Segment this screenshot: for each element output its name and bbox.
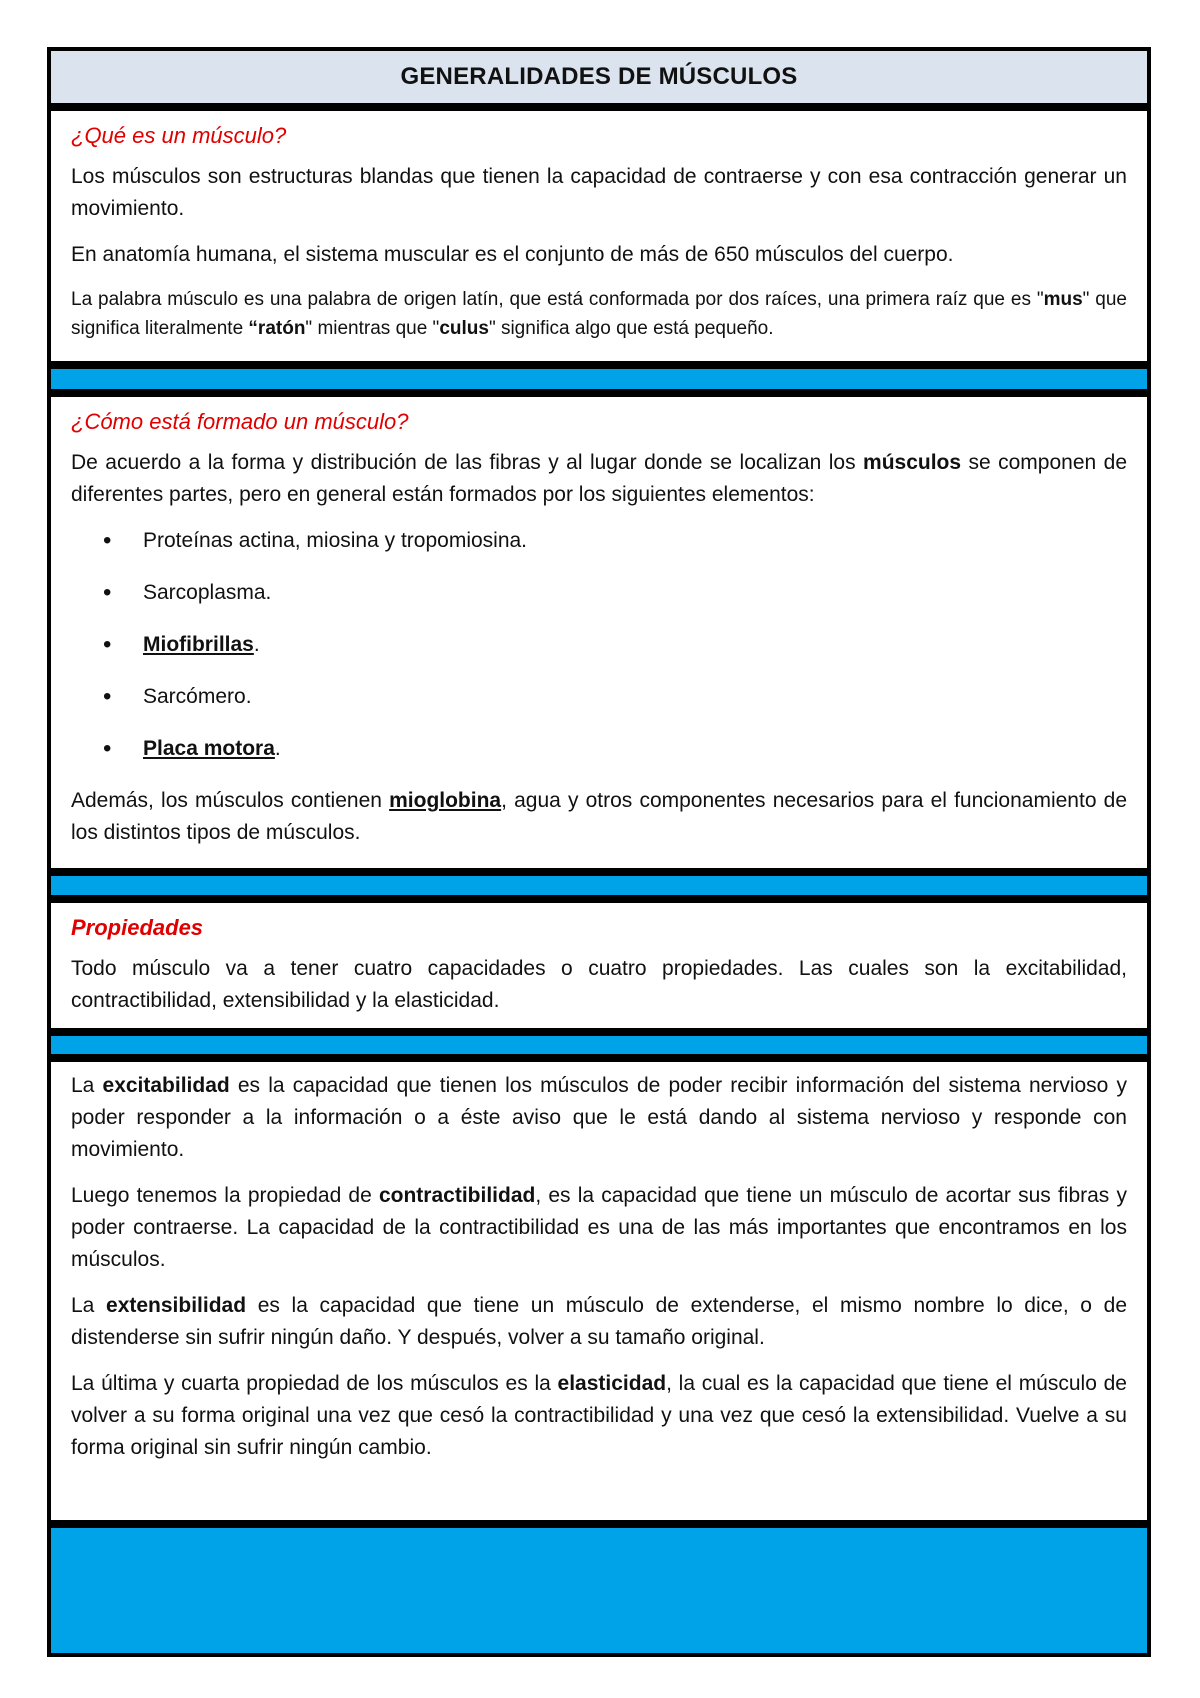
list-item: • Sarcómero.: [71, 681, 1127, 713]
section-how-formed: [47, 393, 1151, 872]
paragraph-anatomy: En anatomía humana, el sistema muscular es el conjunto de más de 650 músculos del cuerpo.: [71, 243, 954, 266]
section-heading-properties: Propiedades: [71, 915, 204, 940]
divider-bar: [47, 1032, 1151, 1058]
list-item: • Placa motora.: [71, 733, 1127, 765]
paragraph-etymology: La palabra músculo es una palabra de origen latín, que está conformada por dos raíces, una primera raíz que es "mus" que significa literalmente “ratón" mientras que "culus" significa algo que está pequeño.: [71, 289, 1128, 339]
section-properties: [47, 899, 1151, 1032]
list-item: • Miofibrillas.: [71, 629, 1127, 661]
paragraph-contractibility: Luego tenemos la propiedad de contractibilidad, es la capacidad que tiene un músculo de acortar sus fibras y poder contraerse. La capacidad de la contractibilidad es una de las más importantes que encontramos en los músculos.: [71, 1184, 1127, 1271]
paragraph-components: Además, los músculos contienen mioglobina, agua y otros componentes necesarios para el funcionamiento de los distintos tipos de músculos.: [71, 789, 1128, 844]
section-property-details: [47, 1058, 1151, 1524]
paragraph-extensibility: La extensibilidad es la capacidad que tiene un músculo de extenderse, el mismo nombre lo dice, o de distenderse sin sufrir ningún daño. Y después, volver a su tamaño original.: [71, 1294, 1127, 1349]
paragraph-definition: Los músculos son estructuras blandas que tienen la capacidad de contraerse y con esa contracción generar un movimiento.: [71, 165, 1127, 220]
footer-bar: [47, 1524, 1151, 1657]
paragraph-properties-summary: Todo músculo va a tener cuatro capacidades o cuatro propiedades. Las cuales son la excitabilidad, contractibilidad, extensibilidad y la elasticidad.: [71, 957, 1127, 1012]
paragraph-formation-intro: De acuerdo a la forma y distribución de las fibras y al lugar donde se localizan los músculos se componen de diferentes partes, pero en general están formados por los siguientes elementos:: [71, 451, 1127, 506]
section-heading-what-is: ¿Qué es un músculo?: [71, 123, 287, 148]
link-miofibrillas[interactable]: Miofibrillas: [143, 633, 254, 656]
list-item: • Sarcoplasma.: [71, 577, 1127, 609]
section-heading-how-formed: ¿Cómo está formado un músculo?: [71, 409, 409, 434]
link-mioglobina[interactable]: mioglobina: [389, 789, 502, 812]
list-item: • Proteínas actina, miosina y tropomiosina.: [71, 525, 1127, 557]
paragraph-elasticity: La última y cuarta propiedad de los músculos es la elasticidad, la cual es la capacidad que tiene el músculo de volver a su forma original una vez que cesó la contractibilidad y una vez que cesó la extensibilidad. Vuelve a su forma original sin sufrir ningún cambio.: [71, 1372, 1127, 1459]
elements-list: [71, 525, 1127, 765]
section-what-is-muscle: [47, 107, 1151, 365]
link-placa-motora[interactable]: Placa motora: [143, 737, 275, 760]
title-box: [47, 47, 1151, 107]
divider-bar: [47, 872, 1151, 899]
divider-bar: [47, 365, 1151, 393]
paragraph-excitability: La excitabilidad es la capacidad que tienen los músculos de poder recibir información del sistema nervioso y poder responder a la información o a éste aviso que le está dando al sistema nervioso y responde con movimiento.: [71, 1074, 1127, 1161]
page-title: GENERALIDADES DE MÚSCULOS: [400, 63, 798, 90]
